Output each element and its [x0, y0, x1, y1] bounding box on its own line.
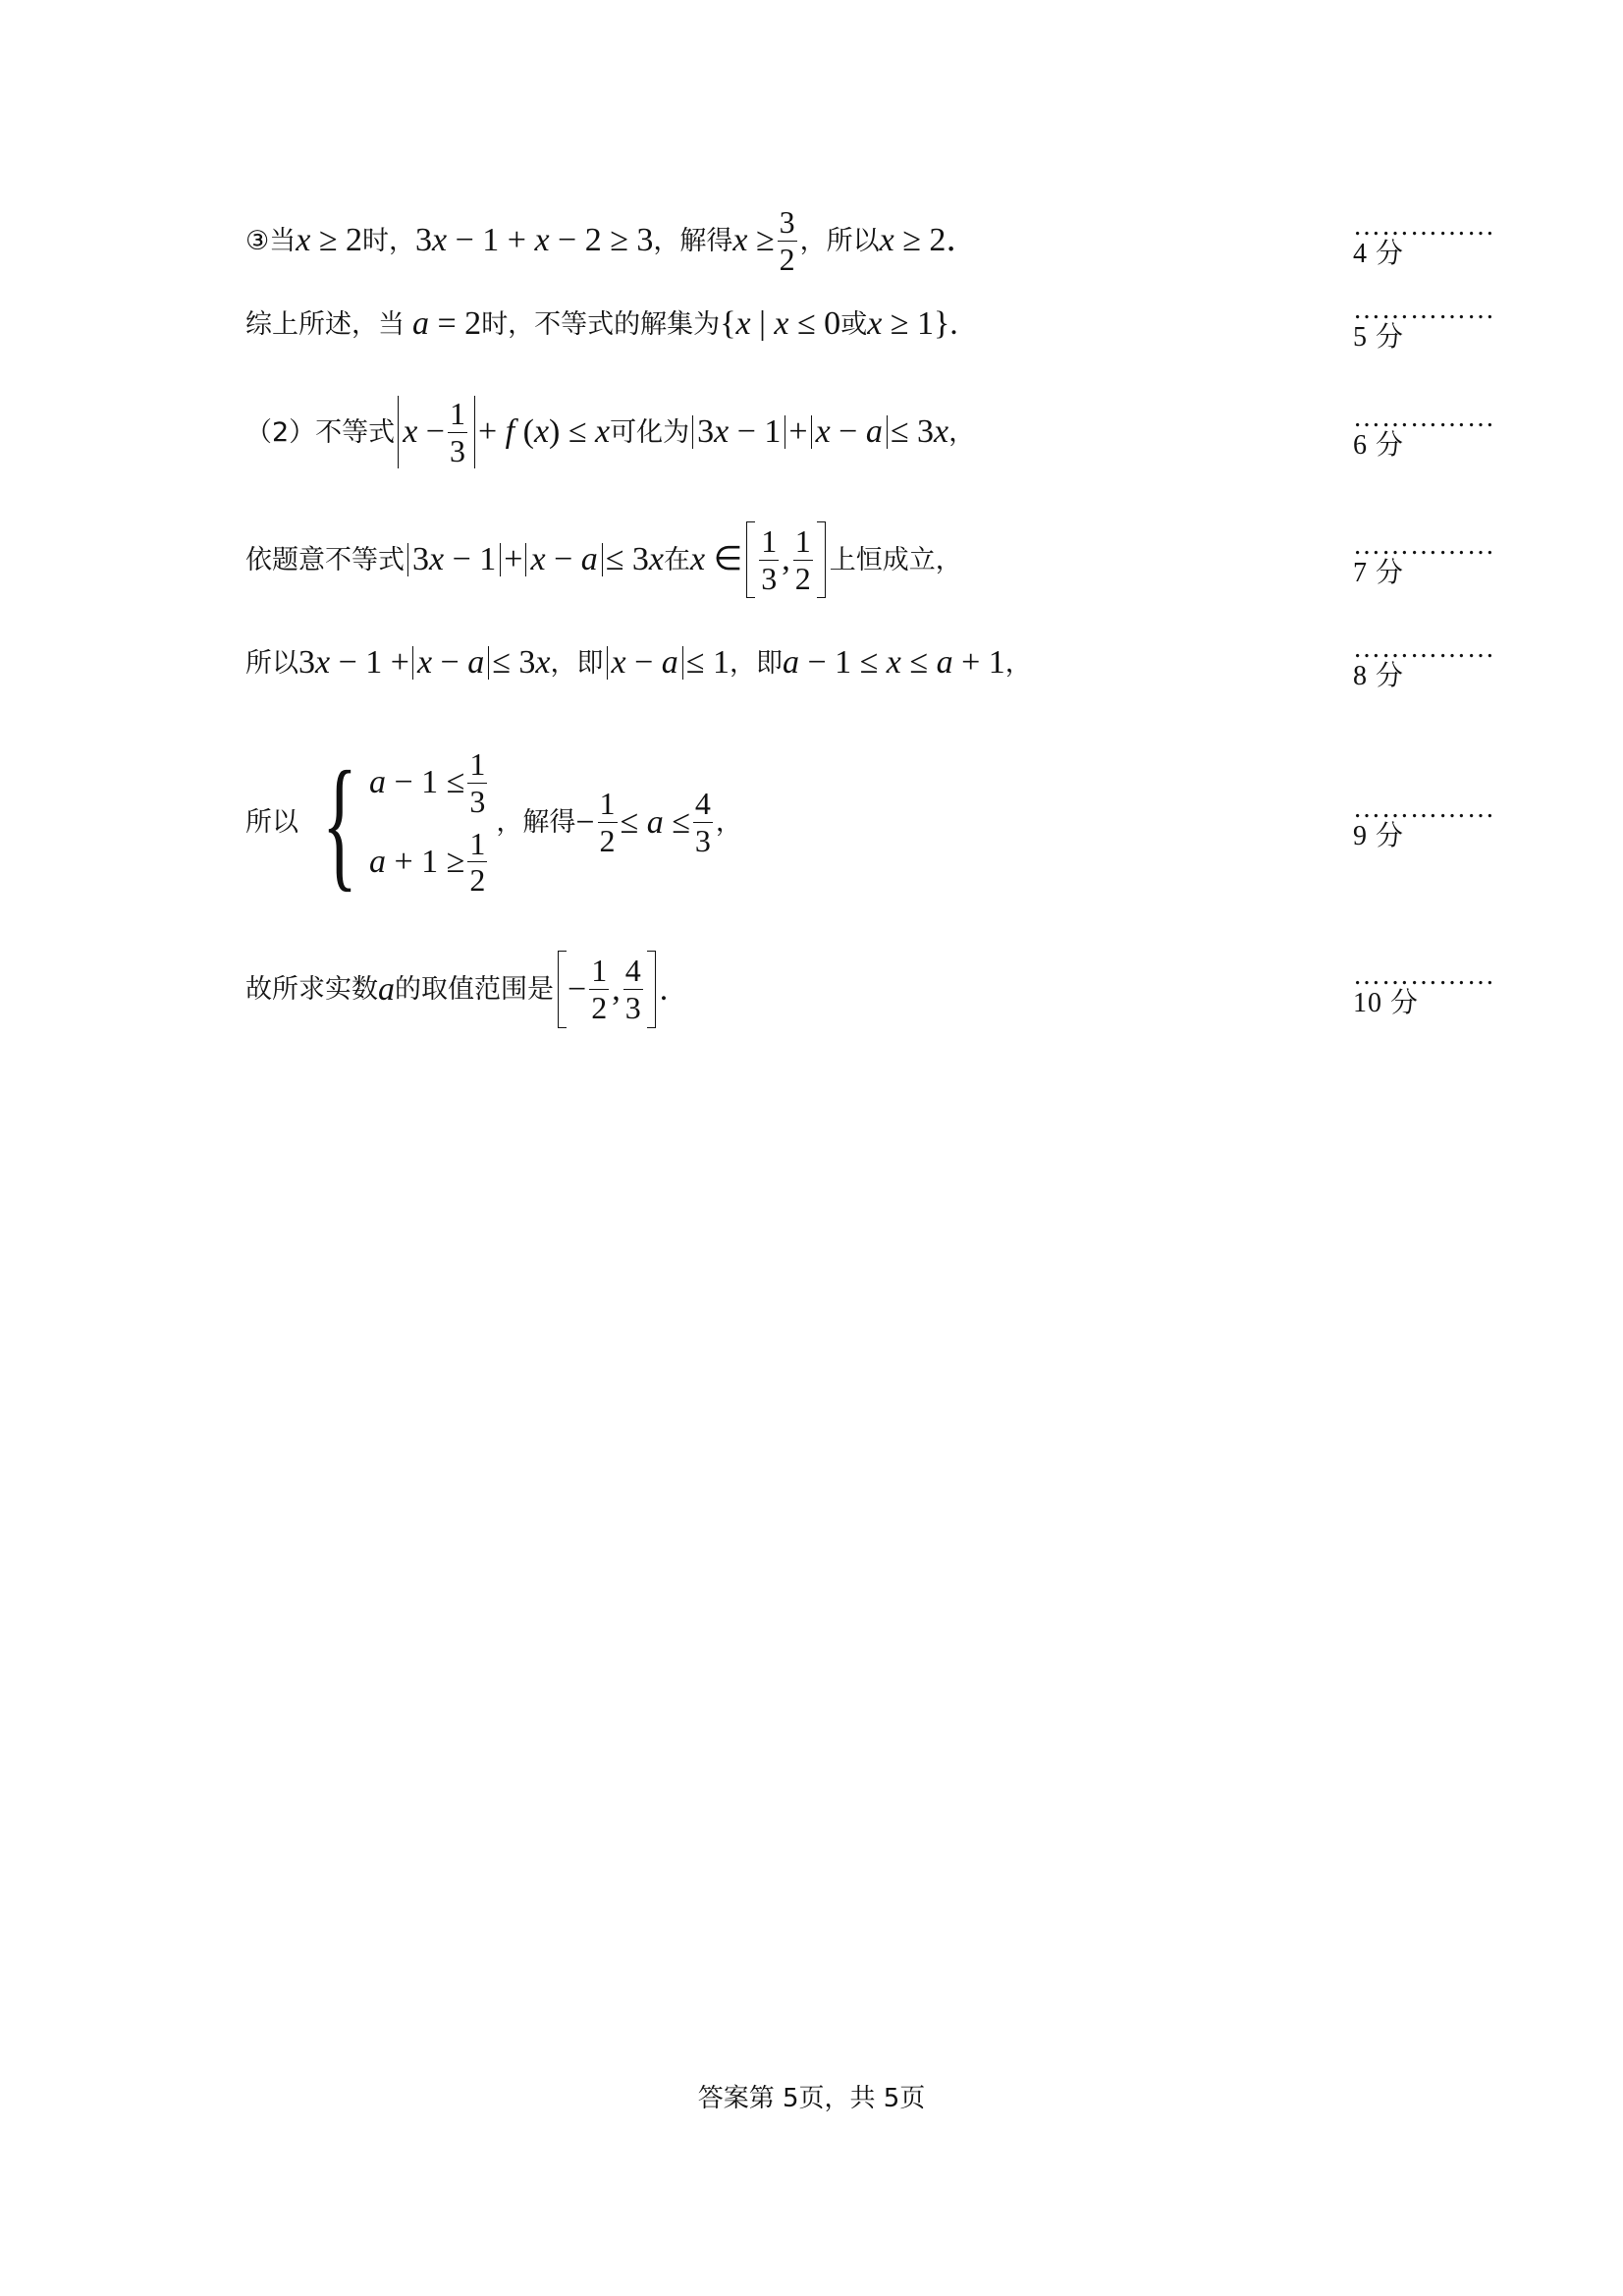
step-text: ，即: [729, 647, 783, 679]
score-marker: ……………9 分: [1353, 793, 1495, 851]
math-expression: x ≥ 2: [879, 222, 947, 258]
absolute-value: 3x − 1: [692, 415, 785, 449]
math-variable: a: [378, 970, 395, 1008]
score-marker: ……………4 分: [1353, 211, 1495, 269]
math-expression: a = 2: [412, 305, 482, 342]
page-footer: 答案第 5页，共 5页: [697, 2084, 926, 2113]
inequality-system: { a − 1 ≤ $\frac{1}{3}$ a + 1 ≥ $\frac{1}{2}$: [322, 740, 486, 904]
step-text: .: [949, 305, 958, 342]
step-text: 时，: [361, 225, 415, 256]
step-text: ③当: [245, 225, 297, 256]
math-expression: x ≥: [732, 222, 775, 258]
step-text: ，: [1004, 647, 1032, 679]
step-text: 依题意不等式: [245, 544, 405, 575]
fraction: $\frac{4}{3}$: [694, 786, 711, 858]
solution-step-4: [245, 203, 1495, 277]
absolute-value: x − $\frac{1}{3}$: [398, 396, 475, 469]
score-marker: ……………5 分: [1353, 295, 1495, 353]
step-text: ，解得: [496, 807, 576, 838]
step-text: （2）不等式: [245, 416, 396, 448]
score-marker: ……………7 分: [1353, 530, 1495, 588]
step-text: 故所求实数: [245, 974, 378, 1005]
step-text: 或: [840, 308, 868, 340]
math-expression: 3x − 1 +: [298, 644, 409, 681]
absolute-value: x − a: [412, 646, 489, 680]
score-marker: ……………10 分: [1353, 959, 1495, 1018]
step-text: 时，不等式的解集为: [481, 308, 721, 340]
solution-step-10: [245, 948, 1495, 1031]
absolute-value: 3x − 1: [407, 543, 501, 576]
closed-interval: − $\frac{1}{2}$ , $\frac{4}{3}$: [558, 953, 656, 1026]
absolute-value: x − a: [525, 543, 602, 576]
step-text: ，所以: [799, 225, 880, 256]
solution-step-5: [245, 295, 1495, 353]
solution-step-7: 依题意不等式 3x − 1 + x − a ≤ 3x 在 x ∈ $\frac{1}{3}$ , $\frac{1}{2}$ 上恒成立， ……………7 分: [245, 522, 1495, 596]
absolute-value: x − a: [607, 646, 683, 680]
step-text: 所以: [245, 647, 298, 679]
solution-set: {x | x ≤ 0: [720, 305, 841, 342]
step-text: ，: [715, 807, 742, 838]
solution-step-6: （2）不等式 x − $\frac{1}{3}$ + f (x) ≤ x 可化为 3x − 1 + x − a ≤ 3x ， ……………6 分: [245, 395, 1495, 468]
math-expression: x ∈: [690, 541, 743, 577]
solution-set-end: x ≥ 1}: [867, 305, 950, 342]
fraction: $\frac{1}{2}$: [599, 786, 616, 858]
step-text: 可化为: [610, 416, 690, 448]
closed-interval: $\frac{1}{3}$ , $\frac{1}{2}$: [746, 523, 826, 597]
step-text: 所以: [245, 807, 298, 838]
math-expression: ≤ 1: [685, 644, 730, 681]
step-text: .: [659, 970, 669, 1008]
math-expression: ≤ 3x: [605, 541, 665, 577]
math-expression: x ≥ 2: [296, 222, 362, 258]
step-text: ．: [946, 222, 980, 258]
math-expression: ≤ a ≤: [620, 803, 690, 841]
absolute-value: x − a: [811, 415, 888, 449]
step-text: ，解得: [653, 225, 733, 256]
score-marker: ……………8 分: [1353, 633, 1495, 691]
step-text: 在: [664, 544, 691, 575]
math-expression: ≤ 3x: [492, 644, 551, 681]
solution-step-9: 所以 { a − 1 ≤ $\frac{1}{3}$ a + 1 ≥ $\frac{1}{2}$ ，解得 − $\frac{1}{2}$ ≤ a ≤ $\frac{4}{3}$ ， ……………9 分: [245, 740, 1495, 904]
step-text: 的取值范围是: [395, 974, 554, 1005]
step-text: ，即: [550, 647, 604, 679]
math-expression: a − 1 ≤ x ≤ a + 1: [782, 644, 1005, 681]
math-expression: ≤ 3x: [890, 413, 949, 450]
math-expression: 3x − 1 + x − 2 ≥ 3: [414, 222, 654, 258]
step-text: ，: [948, 416, 976, 448]
fraction: $\frac{3}{2}$: [779, 203, 795, 277]
step-text: 综上所述，当: [245, 308, 405, 340]
solution-step-8: [245, 633, 1495, 691]
math-expression: + f (x) ≤ x: [477, 413, 611, 450]
score-marker: ……………6 分: [1353, 403, 1495, 461]
step-text: 上恒成立，: [829, 544, 962, 575]
